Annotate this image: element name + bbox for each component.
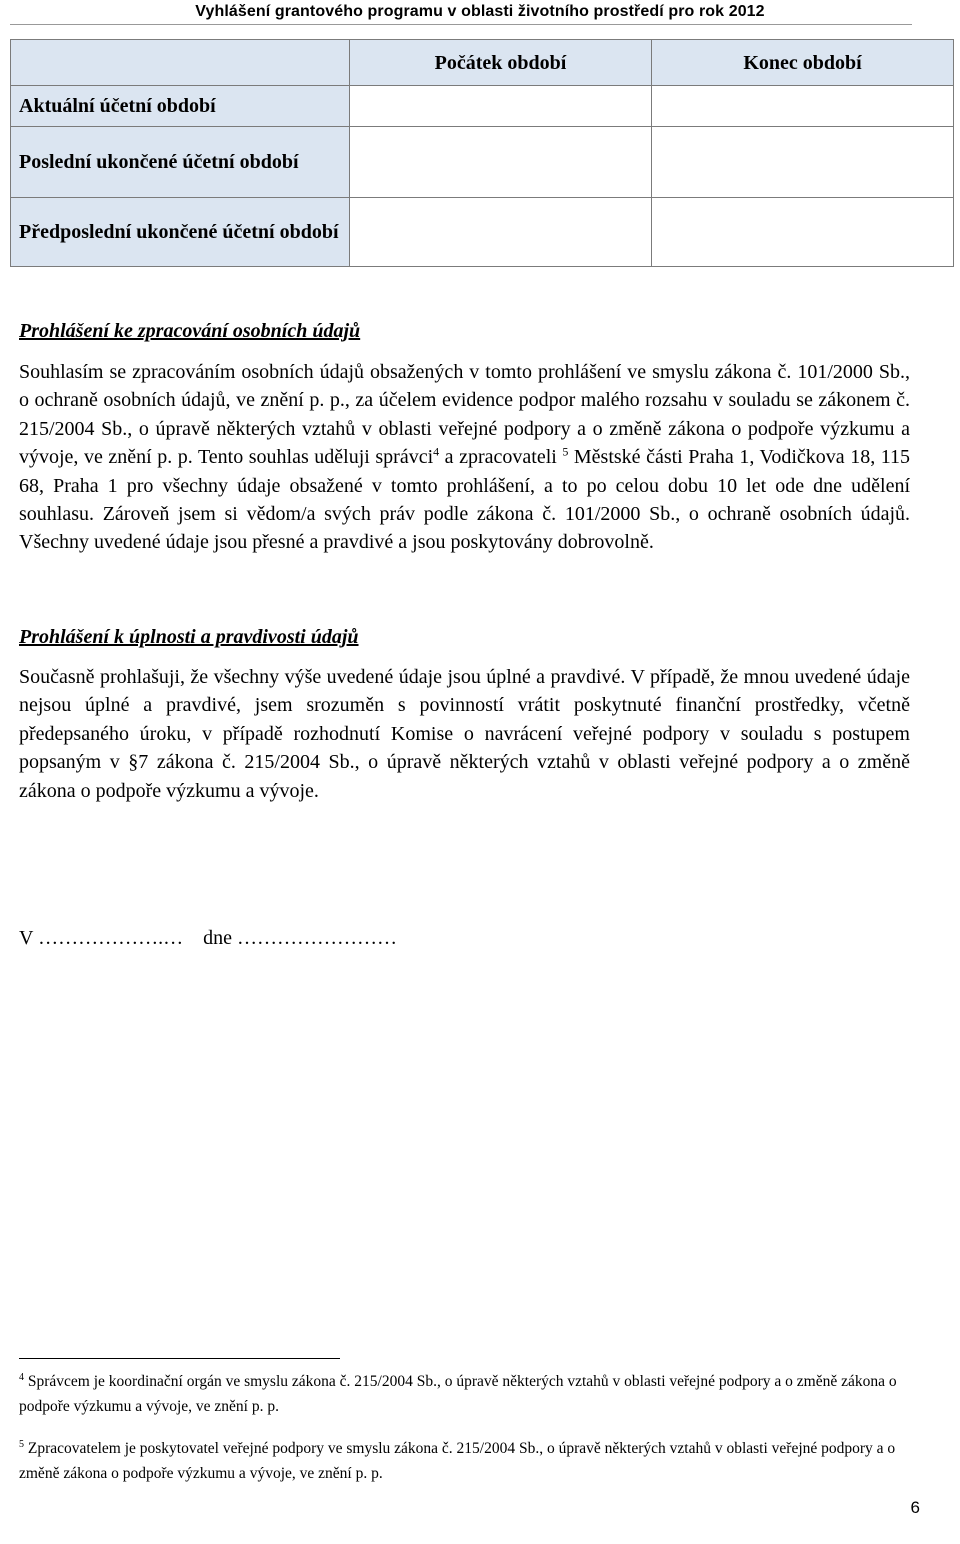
footnote-divider: [19, 1358, 340, 1359]
signature-line: [19, 923, 397, 953]
footnote-number: 4: [19, 1371, 24, 1383]
table-corner-cell: [11, 40, 350, 86]
footnote-text: Zpracovatelem je poskytovatel veřejné podpory ve smyslu zákona č. 215/2004 Sb., o úpravě některých vztahů v oblasti veřejné podpory a o změně zákona o podpoře výzkumu a vývoje, ve znění p. p.: [19, 1440, 896, 1482]
consent-paragraph: [19, 358, 910, 557]
footnote-ref-4: 4: [433, 444, 440, 459]
footnote-text: Správcem je koordinační orgán ve smyslu zákona č. 215/2004 Sb., o úpravě některých vztahů v oblasti veřejné podpory a o změně zákona o podpoře výzkumu a vývoje, ve znění p. p.: [19, 1373, 897, 1415]
row-header-last-closed: Poslední ukončené účetní období: [11, 127, 350, 198]
consent-text: Souhlasím se zpracováním osobních údajů obsažených v tomto prohlášení ve smyslu zákona č. 101/2000 Sb., o ochraně osobních údajů, ve znění p. p., za účelem evidence podpor malého rozsahu v souladu se zákonem č. 215/2004 Sb., o úpravě některých vztahů v oblasti veřejné podpory a o změně zákona o podpoře výzkumu a vývoje, ve znění p. p.: [19, 361, 910, 469]
place-label: V: [19, 927, 34, 949]
consent-text-2c: Městské části Praha 1, Vodičkova 18, 115 68, Praha 1 pro všechny údaje obsažené v tomto prohlášení, a to po celou dobu 10 let ode dne udělení souhlasu. Zároveň jsem si vědom/a svých práv podle zákona č. 101/2000 Sb., o ochraně osobních údajů. Všechny uvedené údaje jsou přesné a pravdivé a jsou poskytovány dobrovolně.: [19, 446, 911, 554]
current-end-cell[interactable]: [652, 86, 954, 127]
consent-text-2b: a zpracovateli: [439, 446, 563, 469]
footnote-4: [19, 1370, 914, 1419]
row-header-second-last-closed: Předposlední ukončené účetní období: [11, 198, 350, 267]
footnote-5: [19, 1437, 914, 1486]
page-number: 6: [910, 1498, 920, 1517]
current-start-cell[interactable]: [350, 86, 652, 127]
second-last-closed-end-cell[interactable]: [652, 198, 954, 267]
footnote-ref-5: 5: [562, 444, 569, 459]
date-label: dne: [203, 927, 232, 949]
row-header-current: Aktuální účetní období: [11, 86, 350, 127]
header-divider: [10, 24, 912, 25]
consent-text-2a: Tento souhlas uděluji správci: [197, 446, 434, 469]
place-field[interactable]: ……………….…: [38, 927, 184, 949]
page-header: Vyhlášení grantového programu v oblasti životního prostředí pro rok 2012: [195, 3, 765, 20]
second-last-closed-start-cell[interactable]: [350, 198, 652, 267]
column-header-start: Počátek období: [350, 40, 652, 86]
date-field[interactable]: ……………………: [236, 927, 397, 949]
completeness-paragraph: Současně prohlašuji, že všechny výše uvedené údaje jsou úplné a pravdivé. V případě, že mnou uvedené údaje nejsou úplné a pravdivé, jsem srozuměn s povinností vrátit poskytnuté finanční prostředky, včetně předepsaného úroku, v případě rozhodnutí Komise o navrácení veřejné podpory v souladu s postupem popsaným v §7 zákona č. 215/2004 Sb., o úpravě některých vztahů v oblasti veřejné podpory a o změně zákona o podpoře výzkumu a vývoje.: [19, 666, 910, 802]
section-title-completeness: Prohlášení k úplnosti a pravdivosti údajů: [19, 626, 359, 648]
accounting-period-table: [10, 39, 954, 267]
section-title-personal-data: Prohlášení ke zpracování osobních údajů: [19, 320, 361, 342]
last-closed-start-cell[interactable]: [350, 127, 652, 198]
footnote-number: 5: [19, 1438, 24, 1450]
column-header-end: Konec období: [652, 40, 954, 86]
last-closed-end-cell[interactable]: [652, 127, 954, 198]
